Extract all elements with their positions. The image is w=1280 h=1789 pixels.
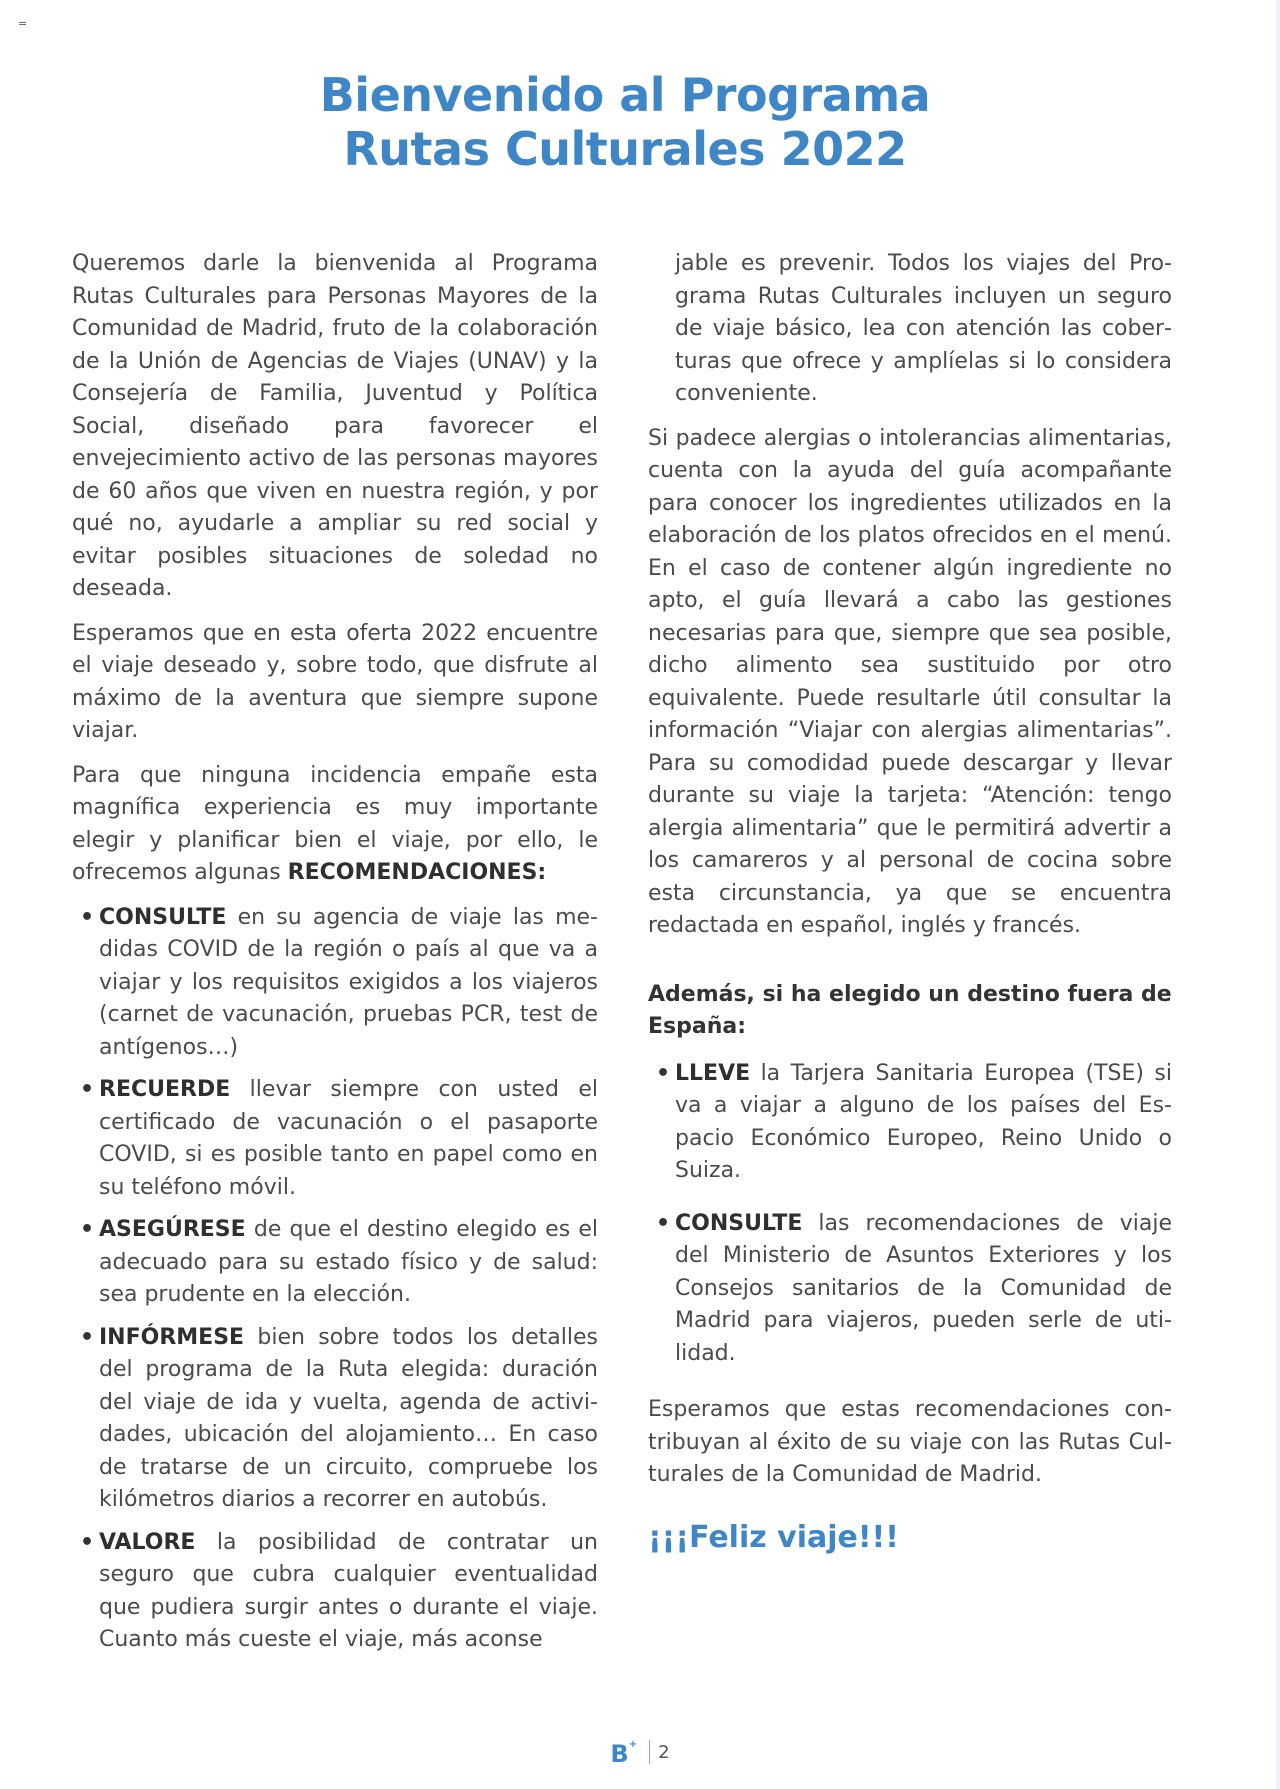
bullet-dot-icon: • xyxy=(656,1060,671,1086)
bullet-text: llevar siempre con usted el certificado de vacunación o el pasaporte COVID, si es posible tanto en papel como en su teléfono móvil. xyxy=(99,1077,598,1200)
list-item xyxy=(72,1322,598,1517)
brand-logo xyxy=(610,1740,637,1768)
bullet-text: en su agencia de viaje las medidas COVID de la región o país al que va a viajar y los requisitos exigidos a los viajeros (carnet de vacunación, pruebas PCR, test de antígenos…) xyxy=(99,904,598,1060)
page-title-line-2: Rutas Culturales 2022 xyxy=(343,122,907,176)
bullet-keyword: VALORE xyxy=(99,1529,196,1555)
recommendations-intro xyxy=(72,760,598,890)
bullet-text: de que el destino elegido es el adecuado para su estado físico y de salud: sea prudente en la elección. xyxy=(99,1217,598,1307)
insurance-continuation: jable es prevenir. Todos los viajes del Programa Rutas Culturales incluyen un seguro de viaje básico, lea con atención las coberturas que ofrece y amplíelas si lo considera conveniente. xyxy=(675,251,1172,406)
bullet-keyword: CONSULTE xyxy=(99,904,227,930)
page-title xyxy=(0,68,1250,176)
brand-logo-mark: + xyxy=(628,1739,638,1750)
page-footer xyxy=(0,1738,1280,1766)
right-column xyxy=(648,248,1172,1554)
page-title-line-1: Bienvenido al Programa xyxy=(319,68,931,122)
allergy-paragraph: Si padece alergias o intolerancias alimentarias, cuenta con la ayuda del guía acompañante para conocer los ingredientes utilizados en la elaboración de los platos ofrecidos en el menú. En el caso de contener algún ingrediente no apto, el guía llevará a cabo las gestiones necesarias para que, siempre que sea posible, dicho alimento sea sustituido por otro equivalente. Puede resultarle útil consultar la información “Viajar con alergias alimentarias”. Para su comodidad puede descargar y llevar durante su viaje la tarjeta: “Atención: tengo alergia alimentaria” que le permitirá advertir a los camareros y al personal de cocina sobre esta circunstancia, ya que se encuentra redactada en español, inglés y francés. xyxy=(648,425,1172,938)
bullet-keyword: LLEVE xyxy=(675,1060,751,1086)
corner-mark: = xyxy=(18,17,28,30)
list-item xyxy=(648,1058,1172,1188)
list-item xyxy=(648,1208,1172,1371)
footer-divider xyxy=(649,1740,650,1764)
recommendations-keyword: RECOMENDACIONES: xyxy=(287,860,547,885)
bullet-keyword: CONSULTE xyxy=(675,1210,803,1236)
bullet-dot-icon: • xyxy=(80,1217,95,1242)
bullet-text: la posibilidad de contratar un seguro que cubra cualquier eventualidad que pudiera surgir antes o durante el viaje. Cuanto más cueste el viaje, más aconse xyxy=(99,1529,598,1652)
bullet-dot-icon: • xyxy=(80,1529,95,1555)
list-item xyxy=(72,902,598,1065)
bullet-text: las recomendaciones de viaje del Ministerio de Asuntos Exteriores y los Consejos sanitarios de la Comunidad de Madrid para viajeros, pueden serle de utilidad. xyxy=(675,1210,1172,1366)
bullet-text: bien sobre todos los detalles del programa de la Ruta elegida: duración del viaje de ida y vuelta, agenda de actividades, ubicación del alojamiento… En caso de tratarse de un circuito, compruebe los kilómetros diarios a recorrer en autobús. xyxy=(99,1324,598,1512)
brand-logo-letter: B xyxy=(610,1740,629,1768)
page-number: 2 xyxy=(658,1741,670,1763)
offer-paragraph: Esperamos que en esta oferta 2022 encuentre el viaje deseado y, sobre todo, que disfrute al máximo de la aventura que siempre supone viajar. xyxy=(72,620,598,743)
recommendations-intro-text: Para que ninguna incidencia empañe esta magnífica experiencia es muy importante elegir y planificar bien el viaje, por ello, le ofrecemos algunas xyxy=(72,762,598,885)
bullet-dot-icon: • xyxy=(80,1077,95,1102)
bullet-dot-icon: • xyxy=(80,904,95,930)
abroad-heading: Además, si ha elegido un destino fuera de España: xyxy=(648,981,1172,1039)
abroad-list xyxy=(648,1058,1172,1371)
list-item xyxy=(72,1527,598,1657)
bullet-dot-icon: • xyxy=(80,1324,95,1350)
left-column xyxy=(72,248,598,1667)
bullet-dot-icon: • xyxy=(656,1210,671,1236)
bullet-keyword: ASEGÚRESE xyxy=(99,1217,246,1242)
list-item xyxy=(72,1214,598,1312)
bullet-text: la Tarjera Sanitaria Europea (TSE) si va a viajar a alguno de los países del Espacio Económico Europeo, Reino Unido o Suiza. xyxy=(675,1060,1172,1183)
feliz-viaje-heading: ¡¡¡Feliz viaje!!! xyxy=(648,1519,899,1555)
bullet-keyword: INFÓRMESE xyxy=(99,1324,245,1350)
recommendations-list xyxy=(72,902,598,1657)
bullet-keyword: RECUERDE xyxy=(99,1077,231,1102)
page-edge-strip xyxy=(1276,0,1280,1789)
closing-paragraph: Esperamos que estas recomendaciones contribuyan al éxito de su viaje con las Rutas Culturales de la Comunidad de Madrid. xyxy=(648,1397,1172,1487)
intro-paragraph: Queremos darle la bienvenida al Programa Rutas Culturales para Personas Mayores de la Comunidad de Madrid, fruto de la colaboración de la Unión de Agencias de Viajes (UNAV) y la Consejería de Familia, Juventud y Política Social, diseñado para favorecer el envejecimiento activo de las personas mayores de 60 años que viven en nuestra región, y por qué no, ayudarle a ampliar su red social y evitar posibles situaciones de soledad no deseada. xyxy=(72,251,598,601)
list-item xyxy=(72,1074,598,1204)
